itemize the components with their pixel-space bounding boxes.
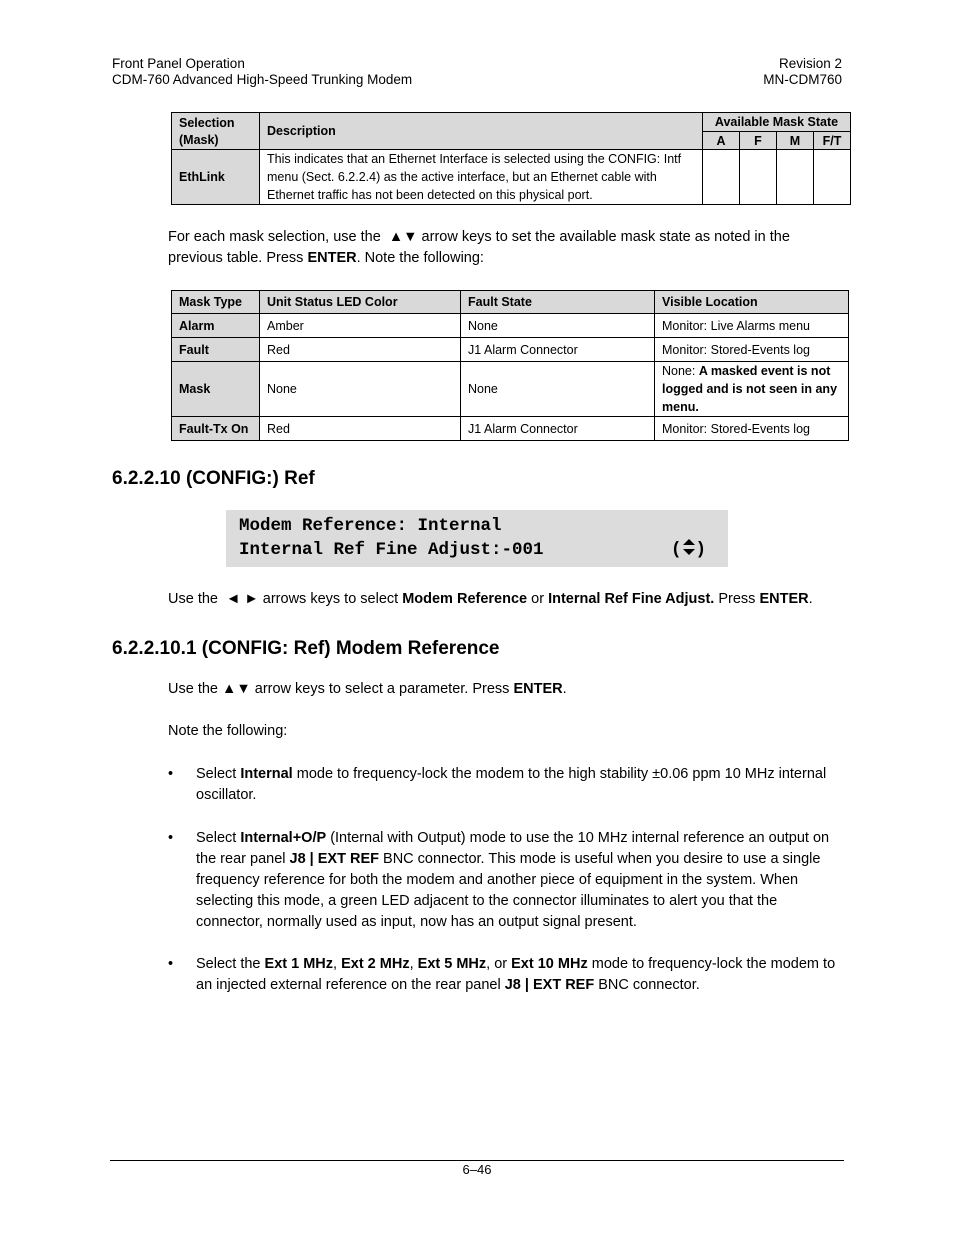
mask-selection-table <box>171 112 851 205</box>
mask-type-table <box>171 290 849 441</box>
section-title-modem-reference: 6.2.2.10.1 (CONFIG: Ref) Modem Reference <box>112 638 500 659</box>
bullet-icon: • <box>168 766 174 782</box>
enter-key-label: ENTER <box>307 250 357 266</box>
intro-paragraph: For each mask selection, use the ▲▼ arrow keys to set the available mask state as noted in the previous table. Press ENTER. Note the following: <box>168 229 790 266</box>
state-m: M <box>777 132 814 150</box>
up-down-arrows-icon: ▲▼ <box>222 681 251 697</box>
lcd-line-2: Internal Ref Fine Adjust:-001 ( ) <box>239 540 707 560</box>
up-down-arrow-icon <box>682 539 696 555</box>
col-selection: Selection (Mask) <box>172 113 260 150</box>
header-left <box>112 56 412 88</box>
header-manual-id: MN-CDM760 <box>763 72 842 87</box>
bullet-icon: • <box>168 830 174 846</box>
note-lead: Note the following: <box>168 723 288 739</box>
table-row: Fault Red J1 Alarm Connector Monitor: Stored-Events log <box>172 338 849 362</box>
bullet-icon: • <box>168 956 174 972</box>
cell-m <box>777 150 814 205</box>
header-chapter: Front Panel Operation <box>112 56 245 71</box>
section-title-config-ref: 6.2.2.10 (CONFIG:) Ref <box>112 468 315 489</box>
table-row: Alarm Amber None Monitor: Live Alarms menu <box>172 314 849 338</box>
row-ethlink-name: EthLink <box>172 150 260 205</box>
row-ethlink-description: This indicates that an Ethernet Interface is selected using the CONFIG: Intf menu (Sect. 6.2.2.4) as the active interface, but an Ethernet cable with Ethernet traffic has not been detected on this physical port. <box>260 150 703 205</box>
cell-ft <box>814 150 851 205</box>
lcd-line-1: Modem Reference: Internal <box>239 516 502 536</box>
header-product: CDM-760 Advanced High-Speed Trunking Modem <box>112 72 413 87</box>
col-fault-state: Fault State <box>461 291 655 314</box>
header-right <box>763 56 842 88</box>
col-mask-type: Mask Type <box>172 291 260 314</box>
header-revision: Revision 2 <box>778 56 842 71</box>
modem-ref-instruction: Use the ▲▼ arrow keys to select a parameter. Press ENTER. <box>168 681 567 697</box>
lcd-display <box>226 510 728 567</box>
ref-instruction: Use the ◄ ► arrows keys to select Modem Reference or Internal Ref Fine Adjust. Press ENTER. <box>168 591 813 607</box>
up-down-arrows-icon: ▲▼ <box>388 229 418 245</box>
state-a: A <box>703 132 740 150</box>
state-ft: F/T <box>814 132 851 150</box>
page-number: 6–46 <box>462 1162 492 1177</box>
table-row: Fault-Tx On Red J1 Alarm Connector Monitor: Stored-Events log <box>172 417 849 441</box>
cell-a <box>703 150 740 205</box>
state-f: F <box>740 132 777 150</box>
col-visible-location: Visible Location <box>655 291 849 314</box>
cell-f <box>740 150 777 205</box>
footer-divider <box>110 1160 844 1161</box>
table-row: Mask None None None: A masked event is not logged and is not seen in any menu. <box>172 362 849 417</box>
col-led-color: Unit Status LED Color <box>260 291 461 314</box>
col-description: Description <box>260 113 703 150</box>
left-right-arrows-icon: ◄ ► <box>226 591 259 607</box>
col-available-mask-state: Available Mask State <box>703 113 851 132</box>
